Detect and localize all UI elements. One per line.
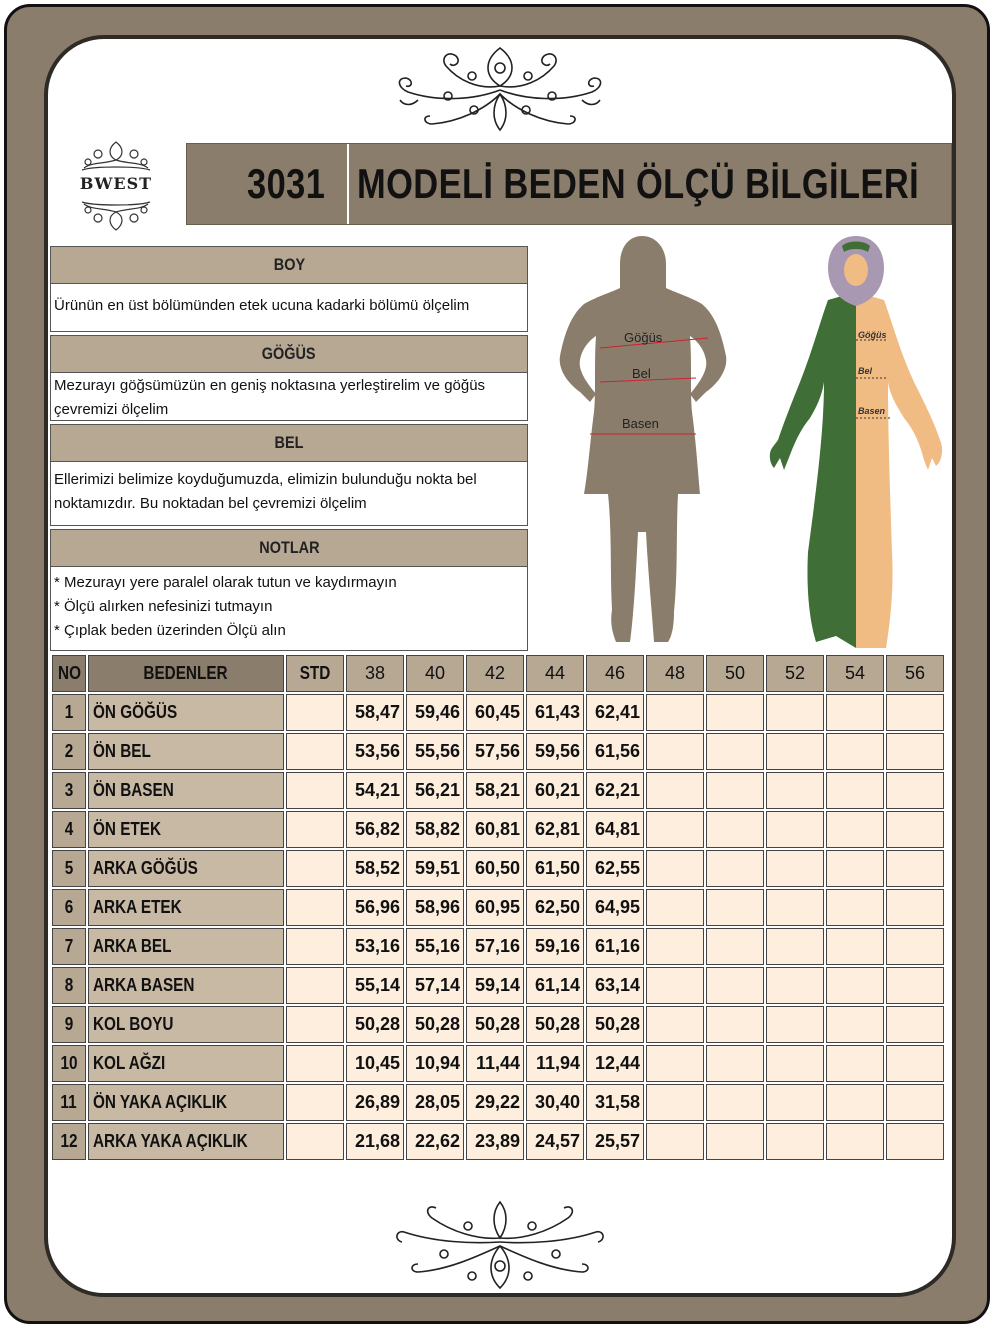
measurement-cell [286, 694, 344, 731]
measurement-cell: 61,56 [586, 733, 644, 770]
section-body-notlar [50, 567, 528, 651]
measurement-cell [286, 733, 344, 770]
section-heading-notlar: NOTLAR [50, 529, 528, 567]
silhouette-figure [556, 232, 732, 648]
measurement-cell [646, 850, 704, 887]
measurement-cell: 24,57 [526, 1123, 584, 1160]
section-body-gogus [50, 373, 528, 421]
measurement-cell: 12,44 [586, 1045, 644, 1082]
measurement-name: ÖN BASEN [88, 772, 284, 809]
label-basen: Basen [858, 406, 886, 416]
header-size: 46 [586, 655, 644, 692]
measurement-cell: 61,14 [526, 967, 584, 1004]
measurement-cell: 10,94 [406, 1045, 464, 1082]
measurement-cell [766, 1006, 824, 1043]
header-size: 50 [706, 655, 764, 692]
section-heading-gogus: GÖĞÜS [50, 335, 528, 373]
measurement-cell [886, 733, 944, 770]
measurement-cell: 56,96 [346, 889, 404, 926]
row-number: 6 [52, 889, 86, 926]
measurement-cell [826, 967, 884, 1004]
measurement-cell [826, 811, 884, 848]
measurement-cell: 60,50 [466, 850, 524, 887]
measurement-cell: 64,95 [586, 889, 644, 926]
table-row [52, 967, 944, 1004]
header-bedenler: BEDENLER [88, 655, 284, 692]
measurement-cell [886, 967, 944, 1004]
section-heading-bel: BEL [50, 424, 528, 462]
measurement-cell: 58,96 [406, 889, 464, 926]
measurement-cell [826, 1006, 884, 1043]
measurement-cell [706, 850, 764, 887]
header-size: 56 [886, 655, 944, 692]
section-body-boy [50, 284, 528, 332]
measurement-cell: 58,82 [406, 811, 464, 848]
table-row [52, 928, 944, 965]
table-row [52, 811, 944, 848]
measurement-cell [706, 889, 764, 926]
measurement-name: KOL BOYU [88, 1006, 284, 1043]
measurement-cell [646, 889, 704, 926]
measurement-cell [886, 1006, 944, 1043]
measurement-cell [706, 772, 764, 809]
measurement-cell: 50,28 [346, 1006, 404, 1043]
measurement-cell [766, 772, 824, 809]
measurement-cell: 60,45 [466, 694, 524, 731]
measurement-cell [886, 1045, 944, 1082]
table-row [52, 733, 944, 770]
table-row [52, 850, 944, 887]
measurement-cell [826, 772, 884, 809]
section-line: Ürünün en üst bölümünden etek ucuna kadarki bölümü ölçelim [54, 297, 470, 314]
measurement-cell: 55,16 [406, 928, 464, 965]
measurement-cell [766, 889, 824, 926]
measurement-cell [286, 1123, 344, 1160]
measurement-cell [706, 1045, 764, 1082]
row-number: 3 [52, 772, 86, 809]
measurement-name: ARKA ETEK [88, 889, 284, 926]
measurement-cell [286, 1006, 344, 1043]
row-number: 5 [52, 850, 86, 887]
measurement-cell: 10,45 [346, 1045, 404, 1082]
measurement-cell: 55,56 [406, 733, 464, 770]
measurement-cell: 61,16 [586, 928, 644, 965]
header-size: 48 [646, 655, 704, 692]
measurement-cell: 54,21 [346, 772, 404, 809]
size-table [50, 653, 946, 1162]
measurement-cell: 61,50 [526, 850, 584, 887]
row-number: 9 [52, 1006, 86, 1043]
measurement-cell [706, 1084, 764, 1121]
measurement-cell [826, 889, 884, 926]
measurement-cell [286, 811, 344, 848]
measurement-name: ARKA YAKA AÇIKLIK [88, 1123, 284, 1160]
measurement-cell: 50,28 [526, 1006, 584, 1043]
measurement-cell [886, 1084, 944, 1121]
measurement-cell: 58,47 [346, 694, 404, 731]
measurement-cell [706, 811, 764, 848]
section-heading-boy: BOY [50, 246, 528, 284]
measurement-name: ÖN BEL [88, 733, 284, 770]
measurement-cell: 59,46 [406, 694, 464, 731]
measurement-name: ARKA BEL [88, 928, 284, 965]
model-number: 3031 [247, 160, 326, 207]
measurement-cell [286, 967, 344, 1004]
measurement-cell: 30,40 [526, 1084, 584, 1121]
note-item: * Çıplak beden üzerinden Ölçü alın [54, 622, 286, 639]
section-line: noktamızdır. Bu noktadan bel çevremizi ölçelim [54, 495, 367, 512]
measurement-cell: 53,16 [346, 928, 404, 965]
measurement-cell [286, 1084, 344, 1121]
measurement-cell [646, 928, 704, 965]
table-row [52, 889, 944, 926]
measurement-cell [886, 811, 944, 848]
measurement-cell: 56,21 [406, 772, 464, 809]
table-row [52, 1123, 944, 1160]
measurement-cell [646, 1045, 704, 1082]
measurement-cell [766, 694, 824, 731]
header-size: 44 [526, 655, 584, 692]
measurement-cell [706, 967, 764, 1004]
measurement-cell [766, 811, 824, 848]
measurement-cell [886, 928, 944, 965]
row-number: 2 [52, 733, 86, 770]
title-banner [186, 143, 952, 225]
measurement-cell [646, 694, 704, 731]
measurement-cell [826, 1045, 884, 1082]
measurement-cell: 62,81 [526, 811, 584, 848]
measurement-cell [706, 694, 764, 731]
measurement-cell [646, 1006, 704, 1043]
measurement-cell: 60,81 [466, 811, 524, 848]
measurement-name: ARKA GÖĞÜS [88, 850, 284, 887]
header-size: 42 [466, 655, 524, 692]
section-line: Mezurayı göğsümüzün en geniş noktasına yerleştirelim ve göğüs [54, 377, 486, 394]
measurement-cell [886, 772, 944, 809]
measurement-name: ARKA BASEN [88, 967, 284, 1004]
table-row [52, 772, 944, 809]
measurement-cell [706, 1006, 764, 1043]
measurement-cell: 56,82 [346, 811, 404, 848]
measurement-cell: 11,44 [466, 1045, 524, 1082]
measurement-cell: 50,28 [586, 1006, 644, 1043]
measurement-cell: 59,16 [526, 928, 584, 965]
measurement-cell [286, 1045, 344, 1082]
table-header-row [52, 655, 944, 692]
note-item: * Ölçü alırken nefesinizi tutmayın [54, 598, 273, 615]
measurement-cell: 57,16 [466, 928, 524, 965]
ornament-bottom [388, 1196, 612, 1292]
measurement-cell: 62,21 [586, 772, 644, 809]
measurement-cell [766, 1045, 824, 1082]
measurement-cell: 26,89 [346, 1084, 404, 1121]
measurement-cell: 57,14 [406, 967, 464, 1004]
label-bel: Bel [632, 366, 651, 381]
label-bel: Bel [858, 366, 873, 376]
table-row [52, 1045, 944, 1082]
page-title: MODELİ BEDEN ÖLÇÜ BİLGİLERİ [357, 160, 920, 207]
measurement-cell: 58,21 [466, 772, 524, 809]
measurement-cell [766, 1123, 824, 1160]
measurement-cell [646, 1084, 704, 1121]
label-basen: Basen [622, 416, 659, 431]
measurement-cell [826, 850, 884, 887]
measurement-name: ÖN ETEK [88, 811, 284, 848]
note-item: * Mezurayı yere paralel olarak tutun ve kaydırmayın [54, 574, 397, 591]
measurement-cell [826, 694, 884, 731]
dress-figure [764, 232, 948, 652]
measurement-cell: 60,21 [526, 772, 584, 809]
measurement-cell: 60,95 [466, 889, 524, 926]
measurement-cell [826, 1084, 884, 1121]
measurement-cell: 59,51 [406, 850, 464, 887]
measurement-cell [766, 733, 824, 770]
measurement-cell [646, 811, 704, 848]
row-number: 11 [52, 1084, 86, 1121]
row-number: 8 [52, 967, 86, 1004]
measurement-cell: 58,52 [346, 850, 404, 887]
table-row [52, 1006, 944, 1043]
measurement-cell: 55,14 [346, 967, 404, 1004]
measurement-cell [886, 1123, 944, 1160]
row-number: 4 [52, 811, 86, 848]
measurement-cell [886, 694, 944, 731]
row-number: 7 [52, 928, 86, 965]
measurement-cell: 28,05 [406, 1084, 464, 1121]
measurement-cell [706, 1123, 764, 1160]
header-size: 38 [346, 655, 404, 692]
measurement-cell [886, 889, 944, 926]
table-row [52, 694, 944, 731]
measurement-cell [646, 733, 704, 770]
header-size: 52 [766, 655, 824, 692]
measurement-cell [766, 967, 824, 1004]
measurement-cell: 57,56 [466, 733, 524, 770]
measurement-cell [286, 928, 344, 965]
measurement-cell: 59,14 [466, 967, 524, 1004]
measurement-cell [766, 1084, 824, 1121]
measurement-cell [706, 928, 764, 965]
measurement-cell: 21,68 [346, 1123, 404, 1160]
measurement-cell [646, 967, 704, 1004]
measurement-cell [706, 733, 764, 770]
brand-logo [74, 138, 158, 234]
measurement-cell: 29,22 [466, 1084, 524, 1121]
measurement-cell: 23,89 [466, 1123, 524, 1160]
measurement-cell: 62,41 [586, 694, 644, 731]
measurement-cell: 53,56 [346, 733, 404, 770]
header-size: 54 [826, 655, 884, 692]
measurement-cell: 59,56 [526, 733, 584, 770]
measurement-cell: 62,55 [586, 850, 644, 887]
measurement-cell [286, 850, 344, 887]
section-line: çevremizi ölçelim [54, 401, 169, 418]
row-number: 12 [52, 1123, 86, 1160]
measurement-cell: 50,28 [406, 1006, 464, 1043]
measurement-name: KOL AĞZI [88, 1045, 284, 1082]
measurement-cell [286, 772, 344, 809]
measurement-cell [886, 850, 944, 887]
row-number: 1 [52, 694, 86, 731]
label-gogus: Göğüs [858, 330, 887, 340]
measurement-cell: 25,57 [586, 1123, 644, 1160]
header-no: NO [52, 655, 86, 692]
label-gogus: Göğüs [624, 330, 663, 345]
brand-name: BWEST [79, 174, 153, 193]
measurement-cell: 62,50 [526, 889, 584, 926]
measurement-cell: 64,81 [586, 811, 644, 848]
measurement-cell [766, 928, 824, 965]
measurement-cell [826, 733, 884, 770]
row-number: 10 [52, 1045, 86, 1082]
measurement-cell: 63,14 [586, 967, 644, 1004]
measurement-cell [766, 850, 824, 887]
header-std: STD [286, 655, 344, 692]
measurement-name: ÖN YAKA AÇIKLIK [88, 1084, 284, 1121]
measurement-cell: 50,28 [466, 1006, 524, 1043]
measurement-cell [646, 1123, 704, 1160]
measurement-cell [826, 1123, 884, 1160]
measurement-cell: 61,43 [526, 694, 584, 731]
measurement-cell: 31,58 [586, 1084, 644, 1121]
measurement-cell [826, 928, 884, 965]
measurement-cell [646, 772, 704, 809]
measurement-cell: 22,62 [406, 1123, 464, 1160]
section-line: Ellerimizi belimize koyduğumuzda, elimizin bulunduğu nokta bel [54, 471, 477, 488]
section-body-bel [50, 462, 528, 526]
header-size: 40 [406, 655, 464, 692]
table-row [52, 1084, 944, 1121]
measurement-cell [286, 889, 344, 926]
ornament-top [388, 40, 612, 136]
measurement-name: ÖN GÖĞÜS [88, 694, 284, 731]
measurement-cell: 11,94 [526, 1045, 584, 1082]
